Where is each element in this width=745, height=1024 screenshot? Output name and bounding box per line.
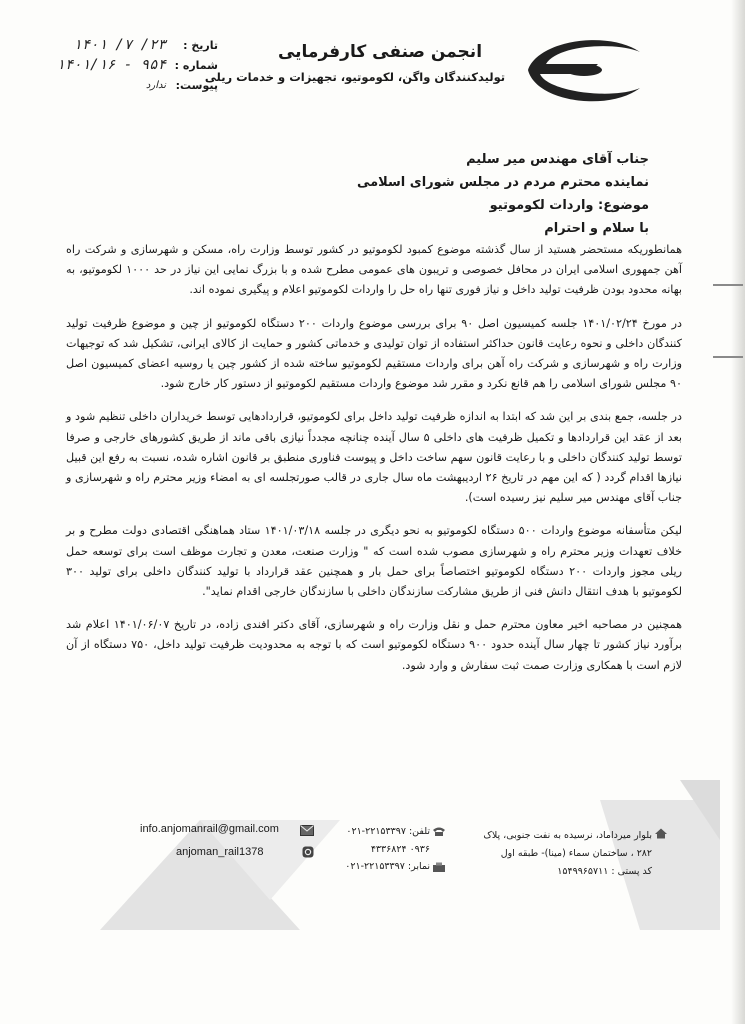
postal-line (456, 863, 652, 881)
attachment-value: ندارد (145, 79, 166, 91)
body-paragraph: همچنین در مصاحبه اخیر معاون محترم حمل و نقل وزارت راه و شهرسازی، آقای دکتر افندی زاده، در تاریخ ۱۴۰۱/۰۶/۰۷ اعلام شد برآورد نیاز کشور تا چهار سال آینده حدود ۹۰۰ دستگاه لکوموتیو است که با توجه به محدودیت ظرفیت تولید داخل، ۷۵۰ دستگاه از آن لازم است با همکاری وزارت صمت ثبت سفارش و وارد شود. (66, 618, 683, 672)
body-paragraph: همانطوریکه مستحضر هستید از سال گذشته موضوع کمبود لکوموتیو در کشور توسط وزارت راه، مسکن و شهرسازی و شرکت راه آهن جمهوری اسلامی ایران در محافل خصوصی و تریبون های عمومی مطرح شده و با بزرگ نمایی این نیاز در حد ۱۰۰۰ لکوموتیو، به بهانه محدود بودن ظرفیت تولید داخل و نیاز فوری تنها راه حل را واردات لکوموتیو اعلام و پیگیری نموده اند. (66, 243, 682, 297)
org-name: انجمن صنفی کارفرمایی (277, 42, 483, 62)
phone-icon (432, 826, 446, 837)
date-row (73, 36, 218, 54)
postal-label: کد پستی : (611, 866, 652, 877)
margin-mark (713, 284, 743, 286)
page-edge-shadow (731, 0, 745, 1024)
fax-label: نمابر: (407, 861, 430, 872)
phone-1: ۰۲۱-۲۲۱۵۳۳۹۷ (346, 826, 406, 837)
footer-instagram[interactable]: anjoman_rail1378 (176, 846, 264, 858)
attachment-label: پیوست: (175, 78, 218, 92)
body-paragraph: لیکن متأسفانه موضوع واردات ۵۰۰ دستگاه لکوموتیو به نحو دیگری در جلسه ۱۴۰۱/۰۳/۱۸ ستاد هماهنگی اقتصادی دولت مطرح و بر خلاف تعهدات وزیر محترم راه و شهرسازی مصوب شده است که " وزارت صنعت، معدن و تجارت موظف است برای توسعه حمل ریلی مجوز واردات ۲۰۰ دستگاه لکوموتیو اختصاصاً برای حمل بار و همچنین عقد قرارداد با تولید کنندگان داخلی برای تولید ۳۰۰ لکوموتیو با هدف انتقال دانش فنی از طریق مشارکت سازندگان داخلی با سازندگان خارجی اقدام نماید". (66, 524, 683, 599)
date-label: تاریخ : (183, 38, 218, 52)
footer-email[interactable]: info.anjomanrail@gmail.com (140, 823, 279, 835)
date-value: ۱۴۰۱ /۷ /۲۳ (73, 37, 166, 53)
phone-line-1 (318, 823, 430, 841)
letter-meta (28, 36, 218, 96)
subject-line: موضوع: واردات لکوموتیو (489, 198, 649, 213)
org-subtitle: تولیدکنندگان واگن، لکوموتیو، تجهیزات و خدمات ریلی (204, 70, 506, 84)
letter-body (66, 240, 682, 689)
footer-address (456, 827, 652, 881)
addressee-block (129, 148, 649, 240)
instagram-icon (302, 846, 314, 858)
body-paragraph: در جلسه، جمع بندی بر این شد که ابتدا به اندازه ظرفیت تولید داخل برای لکوموتیو، قراردادهایی توسط خریداران داخلی تنظیم شود و بعد از عقد این قراردادها و تکمیل ظرفیت های داخلی ۵ سال آینده چنانچه مجدداً نیازی باقی ماند از طریق کشورهای خارجی و صرفا توسط تولید کنندگان داخلی و با رعایت قانون سهم ساخت داخل و پیوست فناوری منطبق بر قانون اشاره شده، نسبت به رفع این قبیل نیازها اقدام گردد ( که این مهم در تاریخ ۲۶ اردیبهشت ماه سال جاری در قالب صورتجلسه ای به امضاء وزیر محترم راه و شهرسازی و جناب آقای مهندس میر سلیم نیز رسیده است). (66, 410, 682, 505)
address-line-1: بلوار میرداماد، نرسیده به نفت جنوبی، پلاک (483, 830, 652, 841)
number-row (56, 56, 218, 74)
addressee-name: جناب آقای مهندس میر سلیم (466, 152, 649, 167)
fax-number: ۰۲۱-۲۲۱۵۳۳۹۷ (345, 861, 405, 872)
fax-line (318, 858, 430, 876)
phone-label: تلفن: (408, 826, 430, 837)
number-label: شماره : (174, 58, 218, 72)
footer-phones (318, 823, 430, 876)
anjoman-logo-icon (518, 30, 648, 110)
phone-line-2 (318, 841, 430, 859)
body-paragraph: در مورخ ۱۴۰۱/۰۲/۲۴ جلسه کمیسیون اصل ۹۰ برای بررسی موضوع واردات ۲۰۰ دستگاه لکوموتیو از چین و موضوع ظرفیت تولید کنندگان داخلی و نحوه رعایت قانون حداکثر استفاده از توان تولیدی و خدماتی کشور و حمایت از کالای ایرانی، تشکیل شد که توجیهات وزارت راه و شهرسازی و شرکت راه آهن برای واردات مستقیم لکوموتیو ساخته شده از کشور چین یا روسیه اعضای کمیسیون اصل ۹۰ مجلس شورای اسلامی را هم قانع نکرد و مقرر شد موضوع واردات مستقیم لکوموتیو از دستور کار خارج شود. (66, 316, 682, 391)
phone-2: ۰۹۳۶ ۴۳۳۶۸۲۴ (370, 843, 430, 855)
fax-icon (432, 862, 446, 873)
greeting: با سلام و احترام (544, 221, 649, 236)
postal-code: ۱۵۴۹۹۶۵۷۱۱ (557, 866, 609, 877)
margin-mark (713, 356, 743, 358)
envelope-icon (300, 825, 314, 836)
address-line-2: ۲۸۲ ، ساختمان سماء (مینا)- طبقه اول (500, 848, 652, 859)
number-value: ۱۴۰۱/۱۶ - ۹۵۴ (56, 57, 166, 73)
addressee-title: نماینده محترم مردم در مجلس شورای اسلامی (356, 175, 649, 190)
home-icon (654, 828, 668, 839)
